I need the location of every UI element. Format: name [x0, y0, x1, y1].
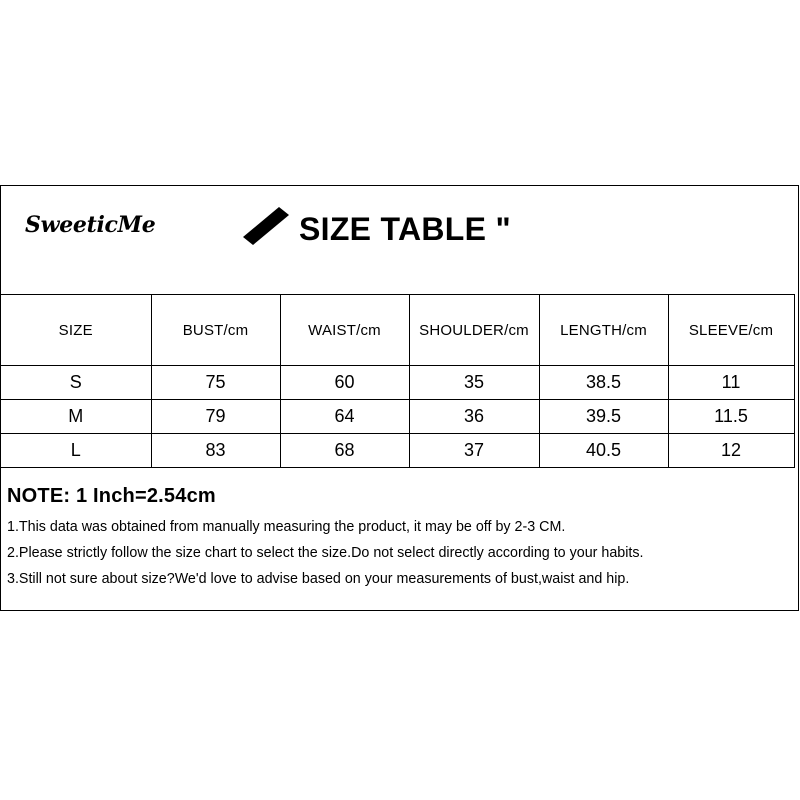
cell-length: 39.5 [539, 400, 668, 434]
header-sleeve: SLEEVE/cm [668, 295, 794, 366]
cell-sleeve: 11.5 [668, 400, 794, 434]
cell-size: M [1, 400, 151, 434]
cell-bust: 75 [151, 366, 280, 400]
cell-sleeve: 11 [668, 366, 794, 400]
note-line: 1.This data was obtained from manually measuring the product, it may be off by 2-3 CM. [7, 519, 566, 535]
header-shoulder: SHOULDER/cm [409, 295, 539, 366]
cell-waist: 60 [280, 366, 409, 400]
title-group [241, 200, 511, 250]
note-line: 2.Please strictly follow the size chart to select the size.Do not select directly according to your habits. [7, 545, 644, 561]
cell-shoulder: 35 [409, 366, 539, 400]
cell-sleeve: 12 [668, 434, 794, 468]
header-bust: BUST/cm [151, 295, 280, 366]
header-size: SIZE [1, 295, 151, 366]
table-header-row [1, 295, 794, 366]
header-waist: WAIST/cm [280, 295, 409, 366]
cell-waist: 68 [280, 434, 409, 468]
cell-length: 38.5 [539, 366, 668, 400]
cell-bust: 83 [151, 434, 280, 468]
cell-size: S [1, 366, 151, 400]
cell-length: 40.5 [539, 434, 668, 468]
table-row [1, 434, 794, 468]
cell-shoulder: 36 [409, 400, 539, 434]
cell-size: L [1, 434, 151, 468]
size-table [1, 294, 795, 468]
note-title: NOTE: 1 Inch=2.54cm [7, 485, 216, 507]
note-line: 3.Still not sure about size?We'd love to advise based on your measurements of bust,waist and hip. [7, 571, 630, 587]
header-length: LENGTH/cm [539, 295, 668, 366]
brand-logo: SweeticMe [25, 212, 156, 238]
cell-bust: 79 [151, 400, 280, 434]
size-chart-sheet [0, 185, 799, 611]
page-title: SIZE TABLE " [299, 210, 511, 247]
size-chart-header [1, 186, 798, 295]
slash-mark-icon [241, 203, 291, 247]
table-row [1, 400, 794, 434]
table-row [1, 366, 794, 400]
cell-waist: 64 [280, 400, 409, 434]
cell-shoulder: 37 [409, 434, 539, 468]
notes-section [7, 485, 787, 592]
